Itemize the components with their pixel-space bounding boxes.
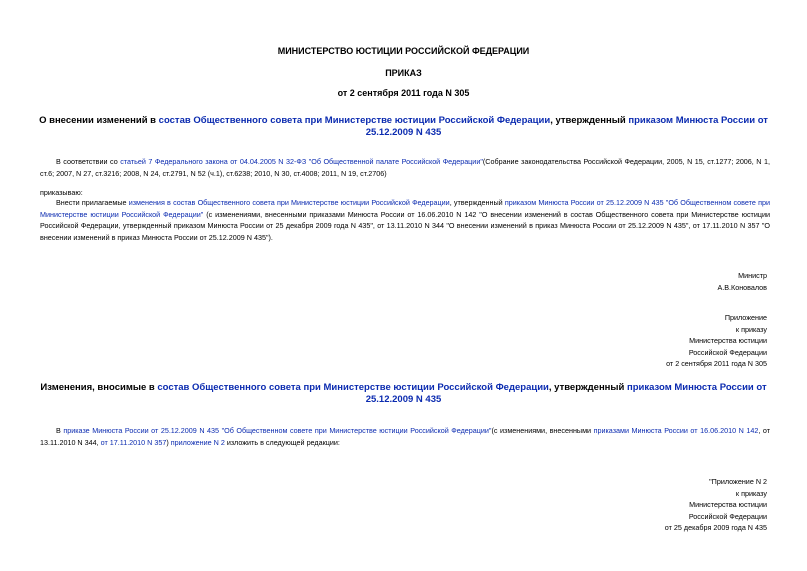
order-435-link[interactable]: приказе Минюста России от 25.12.2009 N 435 "Об Общественном совете при Министерстве юстиции Российской Федерации" (63, 426, 492, 435)
appendix-line: "Приложение N 2 (709, 477, 767, 486)
title-link-council[interactable]: состав Общественного совета при Министерстве юстиции Российской Федерации (158, 115, 551, 126)
para-text: (с изменениями, внесенными (491, 426, 594, 435)
appendix-line: Российской Федерации (688, 511, 767, 521)
para-text: ) (166, 437, 171, 447)
appendix-line: Российской Федерации (688, 347, 767, 357)
title2-link-order[interactable]: приказом Минюста России от 25.12.2009 N 435 (365, 382, 767, 405)
appendix2-header (665, 476, 767, 534)
appendix-line: от 25 декабря 2009 года N 435 (664, 523, 767, 532)
title2-link-council[interactable]: состав Общественного совета при Министерстве юстиции Российской Федерации (157, 382, 549, 393)
appendix-line: Министерства юстиции (689, 500, 767, 509)
appendix-header (666, 312, 767, 370)
title-text: О внесении изменений в (39, 115, 159, 126)
title-text: Изменения, вносимые в (40, 382, 158, 393)
doc-type-heading: ПРИКАЗ (385, 68, 422, 78)
ministry-heading: МИНИСТЕРСТВО ЮСТИЦИИ РОССИЙСКОЙ ФЕДЕРАЦИИ (277, 46, 530, 56)
order-paragraph (40, 197, 770, 243)
title-text: , утвержденный (550, 115, 629, 126)
appendix-line: Министерства юстиции (689, 336, 767, 345)
para-text: , от 13.11.2010 N 344, (40, 426, 771, 447)
order-word: приказываю: (40, 188, 83, 197)
appendix-line: к приказу (735, 324, 767, 334)
signature-name: А.В.Коновалов (717, 282, 767, 292)
title-link-order[interactable]: приказом Минюста России от 25.12.2009 N 435 (365, 115, 768, 138)
signature-role: Министр (738, 271, 767, 280)
signature-block (717, 270, 767, 293)
order-435-link[interactable]: приказом Минюста России от 25.12.2009 N 435 "Об Общественном совете при Министерстве юстиции Российской Федерации" (40, 198, 770, 219)
preamble-paragraph (40, 156, 770, 179)
changes-paragraph (40, 425, 770, 448)
document-title (30, 115, 777, 139)
para-text: (с изменениями, внесенными приказами Минюста России от 16.06.2010 N 142 "О внесении изменений в состав Общественного совета при Министерстве юстиции Российской Федерации, утвержденный приказом Минюста России от 25 декабря 2009 года N 435", от 13.11.2010 N 344 "О внесении изменений в приказ Минюста России от 25.12.2009 N 435", от 17.11.2010 N 357 "О внесении изменений в приказ Минюста России от 25.12.2009 N 435"). (40, 209, 771, 242)
changes-link[interactable]: изменения в состав Общественного совета при Министерстве юстиции Российской Федерации (128, 198, 450, 207)
appendix-line: Приложение (724, 313, 767, 322)
appendix-line: от 2 сентября 2011 года N 305 (666, 359, 767, 368)
appendix2-link[interactable]: приложение N 2 (170, 437, 225, 447)
title-text: , утвержденный (548, 382, 628, 393)
changes-title (30, 382, 777, 406)
appendix-line: к приказу (735, 488, 767, 498)
para-text: , утвержденный (449, 198, 505, 207)
para-text: Внести прилагаемые (56, 198, 129, 207)
para-text: В соответствии со (56, 157, 121, 166)
law-article-link[interactable]: статьей 7 Федерального закона от 04.04.2005 N 32-ФЗ "Об Общественной палате Российской Федерации" (120, 157, 483, 166)
order-357-link[interactable]: от 17.11.2010 N 357 (100, 437, 167, 447)
doc-date-number: от 2 сентября 2011 года N 305 (337, 88, 470, 98)
para-text: (Собрание законодательства Российской Федерации, 2005, N 15, ст.1277; 2006, N 1, ст.6; 2007, N 27, ст.3216; 2008, N 24, ст.2791, N 52 (ч.1), ст.6238; 2010, N 30, ст.4008; 2011, N 19, ст.2706) (40, 157, 770, 178)
para-text: В (56, 426, 64, 435)
para-text: изложить в следующей редакции: (224, 437, 340, 447)
orders-142-link[interactable]: приказами Минюста России от 16.06.2010 N 142 (593, 426, 759, 435)
